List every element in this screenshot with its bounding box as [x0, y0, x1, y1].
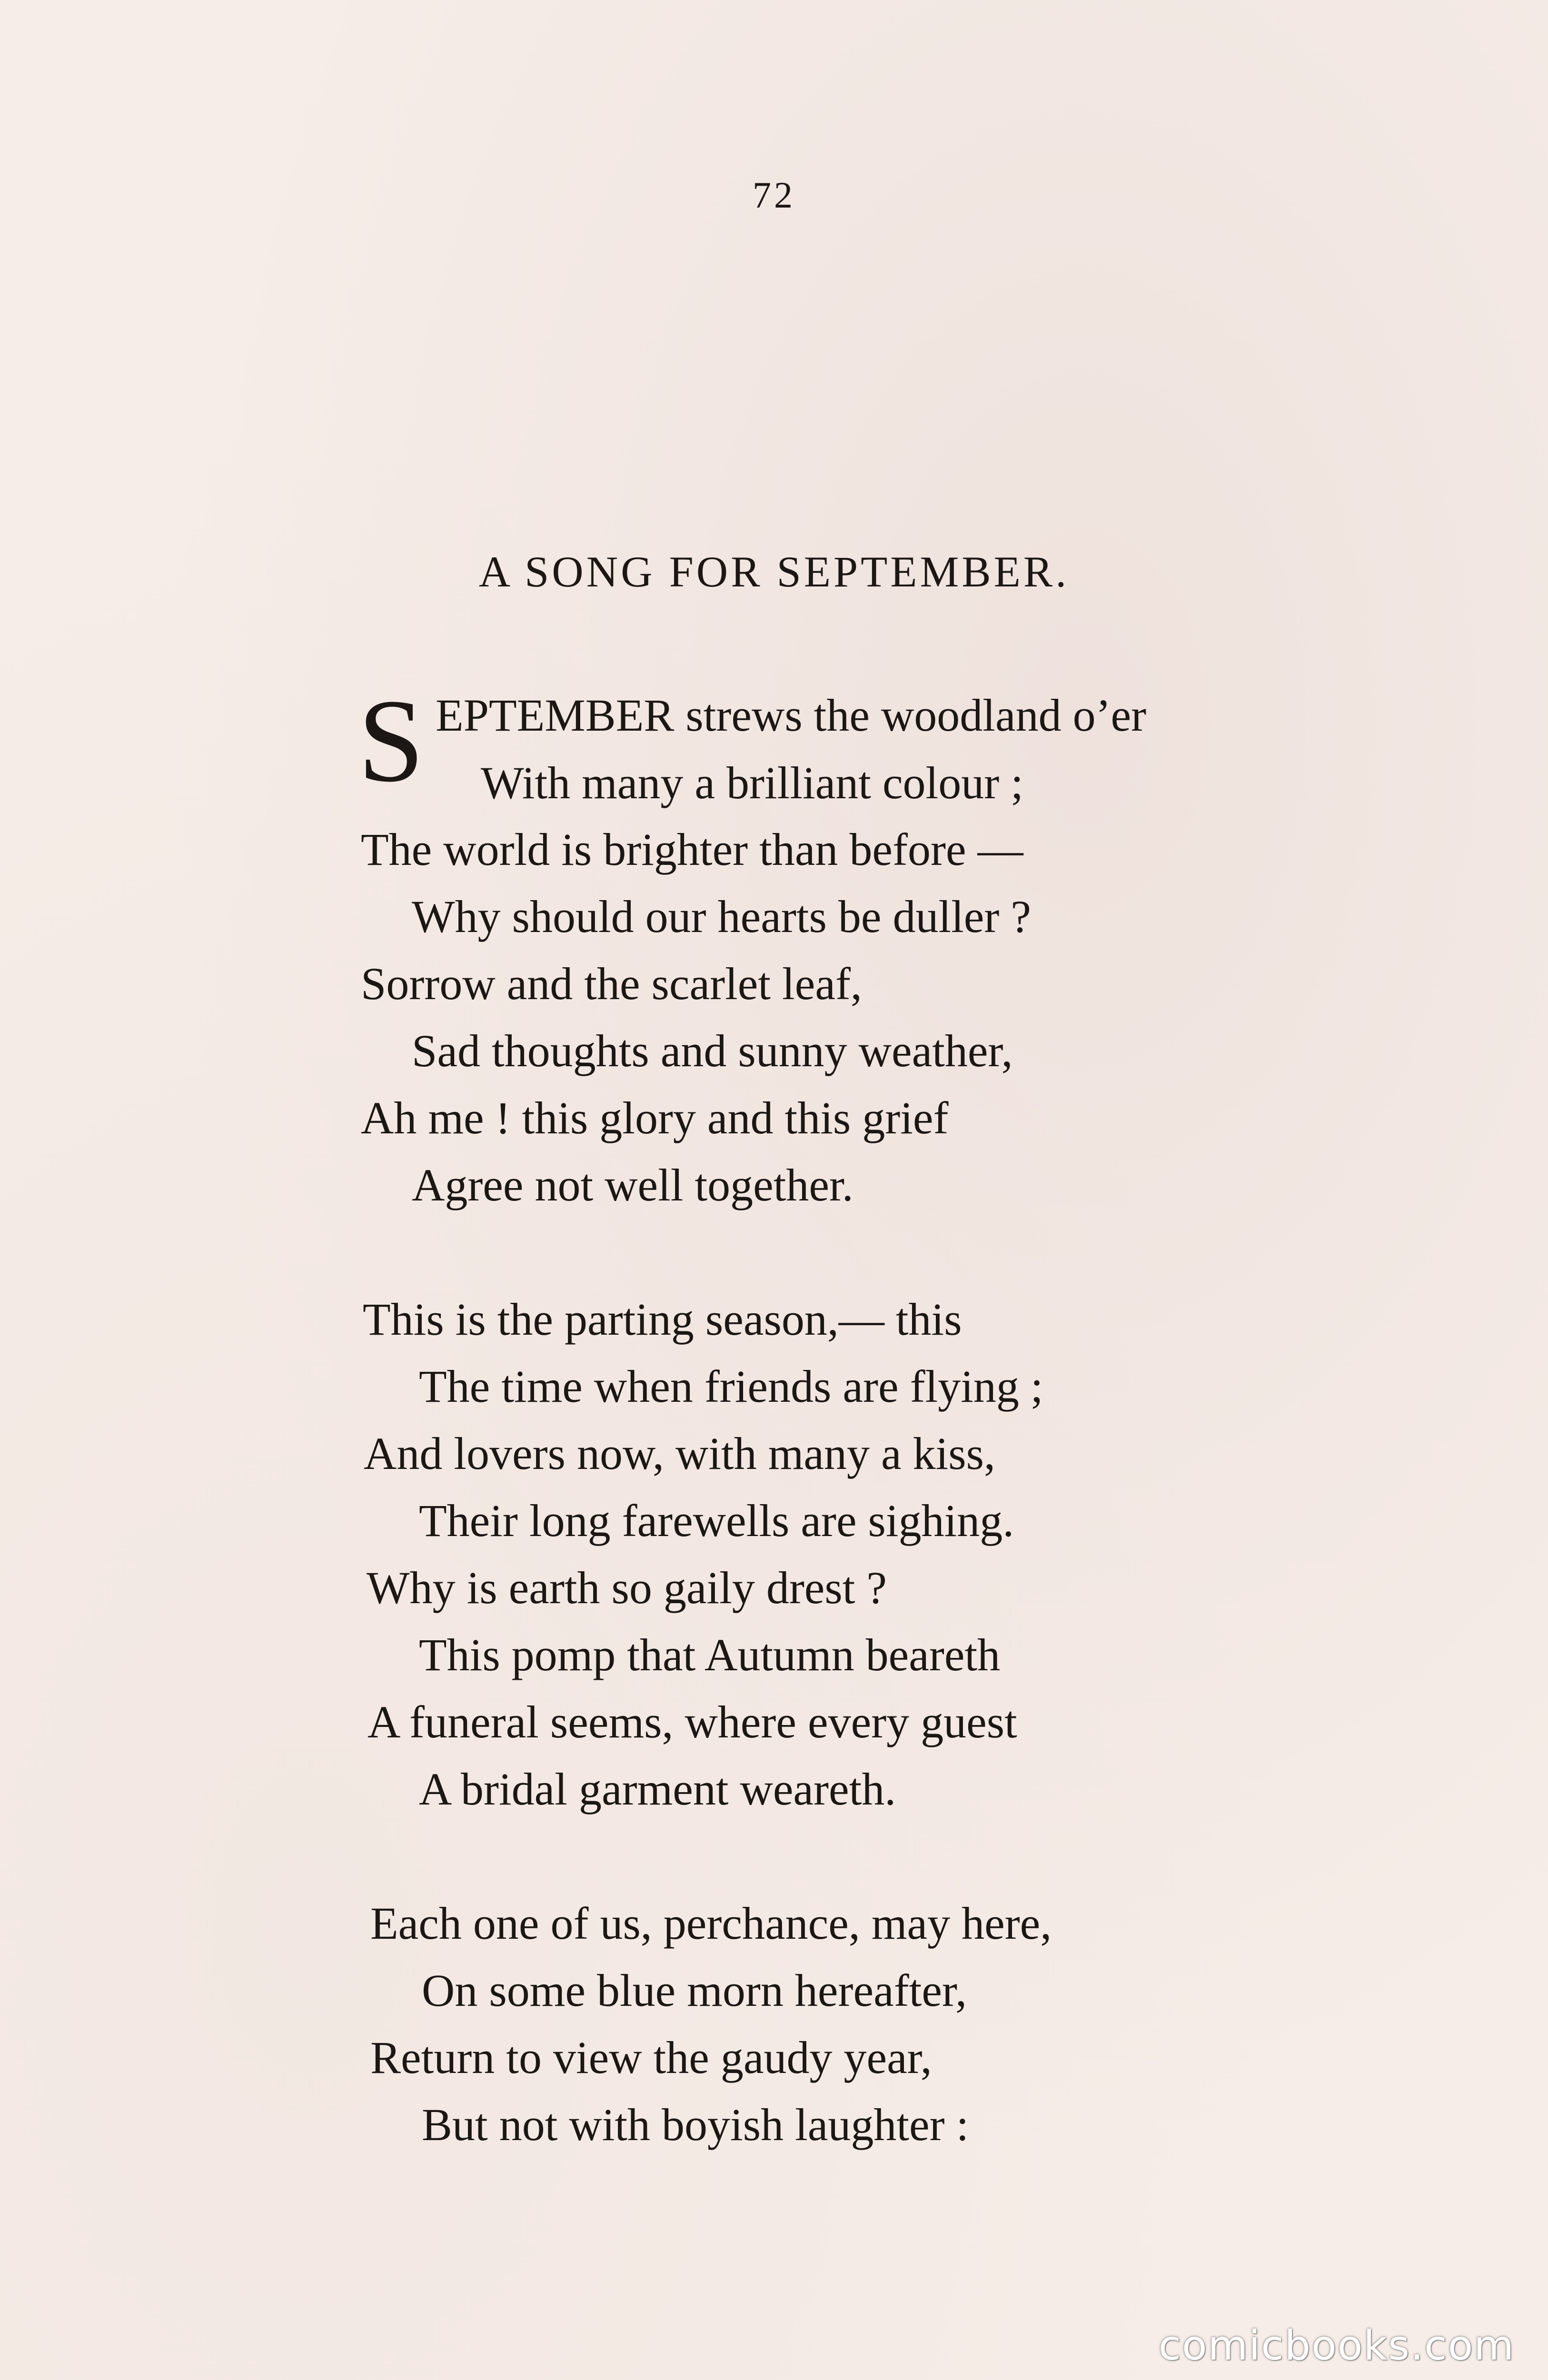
drop-cap: S	[358, 675, 425, 807]
poem-line: Return to view the gaudy year,	[370, 2032, 932, 2083]
poem-line: Sorrow and the scarlet leaf,	[361, 958, 862, 1009]
poem-line: The time when friends are flying ;	[419, 1361, 1043, 1412]
poem-line: The world is brighter than before —	[361, 824, 1023, 875]
poem-line: Why is earth so gaily drest ?	[367, 1562, 887, 1613]
poem-line: Their long farewells are sighing.	[419, 1495, 1014, 1546]
poem-line: Why should our hearts be duller ?	[412, 891, 1031, 942]
poem-line: A funeral seems, where every guest	[367, 1696, 1017, 1747]
poem-line: On some blue morn hereafter,	[422, 1965, 967, 2016]
page-number: 72	[753, 174, 795, 216]
poem-line: With many a brilliant colour ;	[481, 757, 1023, 808]
poem-line: Ah me ! this glory and this grief	[361, 1092, 949, 1143]
poem-line: But not with boyish laughter :	[422, 2099, 969, 2150]
poem-line: Each one of us, perchance, may here,	[370, 1898, 1052, 1949]
watermark: comicbooks.com	[1158, 2322, 1515, 2370]
poem-line: A bridal garment weareth.	[419, 1764, 896, 1815]
poem-title: A SONG FOR SEPTEMBER.	[478, 547, 1070, 596]
poem-line: Agree not well together.	[412, 1160, 853, 1210]
poem-line: This pomp that Autumn beareth	[419, 1629, 1001, 1680]
poem-line: This is the parting season,— this	[363, 1294, 962, 1345]
poem-line: And lovers now, with many a kiss,	[364, 1428, 995, 1479]
poem-line: Sad thoughts and sunny weather,	[412, 1025, 1013, 1076]
poem-line: EPTEMBER strews the woodland o’er	[436, 690, 1147, 741]
